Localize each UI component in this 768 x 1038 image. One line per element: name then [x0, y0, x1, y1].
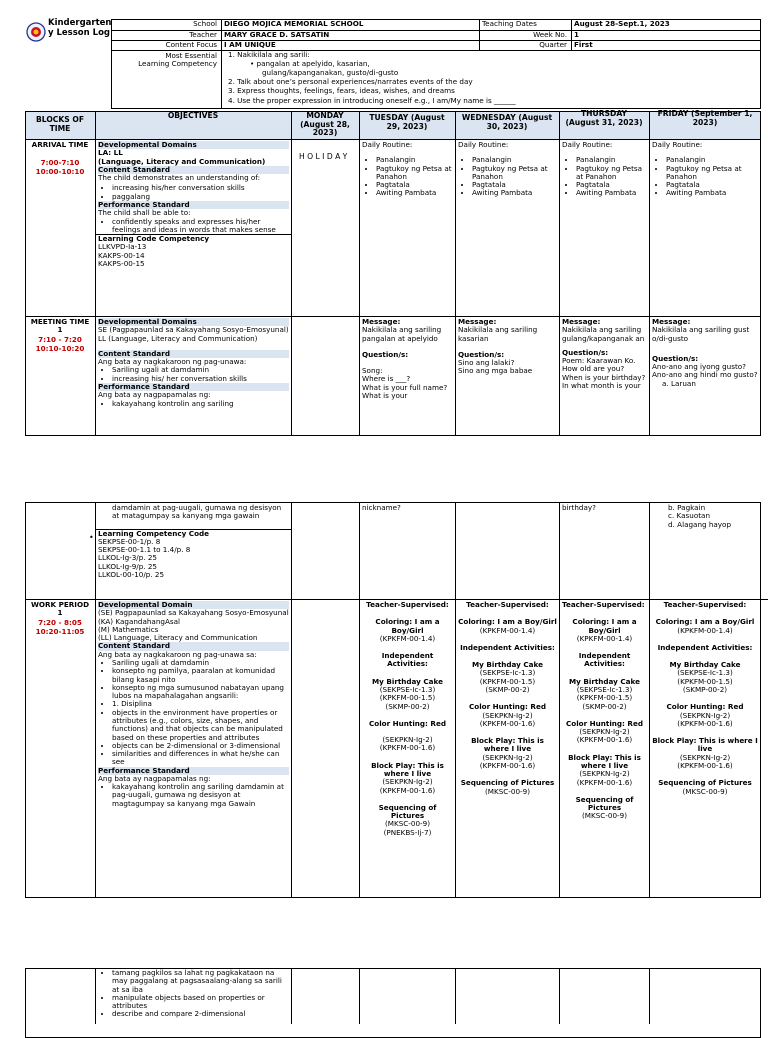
- work-block: WORK PERIOD 1: [30, 600, 90, 618]
- arrival-time-2: 10:00-10:10: [35, 167, 85, 176]
- wednesday-arrival: Daily Routine: • Panalangin • Pagtukoy ng Petsa at Panahon • Pagtatala • Awiting Pambata: [456, 140, 559, 199]
- tuesday-meeting: Message: Nakikilala ang sariling pangalan at apelyido Question/s: Song: Where is ___? What is your full name? What is your: [362, 317, 448, 400]
- deped-logo: [26, 22, 46, 42]
- col-friday: FRIDAY (September 1, 2023): [657, 109, 753, 127]
- melc-1: 1. Nakikilala ang sarili:: [228, 50, 310, 59]
- teacher-value: MARY GRACE D. SATSATIN: [224, 30, 330, 39]
- arrival-objectives: Developmental Domains LA: LL (Language, Literacy and Communication) Content Standard The child demonstrates an understanding of: • increasing his/her conversation skills • paggalang Performance Standard The child shall be able to: • confidently speaks and expresses his/her feelings and ideas in words that makes sense Learning Code Competency LLKVPD-Ia-13 KAKPS-00-14 KAKPS-00-15: [96, 140, 291, 269]
- friday-meeting-cont: b. Pagkain c. Kasuotan d. Alagang hayop: [668, 503, 732, 529]
- school-value: DIEGO MOJICA MEMORIAL SCHOOL: [224, 19, 364, 28]
- thursday-work: Teacher-Supervised: Coloring: I am a Boy/Girl (KPKFM-00-1.4) Independent Activities: My Birthday Cake (SEKPSE-Ic-1.3) (KPKFM-00-1.5) (SKMP-00-2) Color Hunting: Red (SEKPKN-Ig-2) (KPKFM-00-1.6) Block Play: This is where I live (SEKPKN-Ig-2) (KPKFM-00-1.6) Sequencing of Pictures (MKSC-00-9): [562, 600, 645, 821]
- meeting-time-1: 7:10 - 7:20: [38, 335, 82, 344]
- col-monday: MONDAY (August 28, 2023): [300, 111, 350, 138]
- melc-2: 2. Talk about one’s personal experiences/narrates events of the day: [228, 77, 473, 86]
- melc-1b: gulang/kapanganakan, gusto/di-gusto: [262, 68, 399, 77]
- friday-arrival: Daily Routine: • Panalangin • Pagtukoy ng Petsa at Panahon • Pagtatala • Awiting Pambata: [650, 140, 760, 199]
- col-objectives: OBJECTIVES: [167, 111, 219, 120]
- melc-4: 4. Use the proper expression in introducing oneself e.g., I am/My name is ______: [228, 96, 516, 105]
- week-label: Week No.: [533, 30, 567, 39]
- content-focus-value: I AM UNIQUE: [224, 40, 276, 49]
- tuesday-work: Teacher-Supervised: Coloring: I am a Boy/Girl (KPKFM-00-1.4) Independent Activities: My Birthday Cake (SEKPSE-Ic-1.3) (KPKFM-00-1.5) (SKMP-00-2) Color Hunting: Red (SEKPKN-Ig-2) (KPKFM-00-1.6) Block Play: This is where I live (SEKPKN-Ig-2) (KPKFM-00-1.6) Sequencing of Pictures (MKSC-00-9) (PNEKBS-Ij-7): [366, 600, 449, 837]
- melc-3: 3. Express thoughts, feelings, fears, ideas, wishes, and dreams: [228, 86, 455, 95]
- tuesday-arrival: Daily Routine: • Panalangin • Pagtukoy ng Petsa at Panahon • Pagtatala • Awiting Pambata: [360, 140, 455, 199]
- teaching-dates-value: August 28-Sept.1, 2023: [574, 19, 670, 28]
- quarter-label: Quarter: [539, 40, 567, 49]
- school-label: School: [193, 19, 217, 28]
- meeting-block: MEETING TIME 1: [30, 317, 90, 335]
- thursday-meeting-cont: birthday?: [562, 503, 596, 512]
- week-value: 1: [574, 30, 580, 39]
- col-wednesday: WEDNESDAY (August 30, 2023): [461, 113, 553, 131]
- work-time-1: 7:20 - 8:05: [38, 618, 82, 627]
- arrival-block: ARRIVAL TIME: [31, 140, 89, 149]
- doc-title-line-1: Kindergarten: [48, 18, 112, 28]
- section-learning-code: Learning Code Competency: [96, 234, 291, 243]
- monday-holiday: H O L I D A Y: [299, 152, 348, 161]
- melc-label-2: Learning Competency: [138, 59, 217, 68]
- teacher-label: Teacher: [189, 30, 217, 39]
- quarter-value: First: [574, 40, 593, 49]
- meeting-time-2: 10:10-10:20: [35, 344, 85, 353]
- col-thursday: THURSDAY (August 31, 2023): [565, 109, 643, 127]
- content-focus-label: Content Focus: [165, 40, 217, 49]
- col-tuesday: TUESDAY (August 29, 2023): [369, 113, 445, 131]
- doc-title-line-2: y Lesson Log: [48, 28, 110, 38]
- work-time-2: 10:20-11:05: [35, 627, 85, 636]
- melc-1a: • pangalan at apelyido, kasarian,: [250, 59, 370, 68]
- section-performance-standard: Performance Standard: [98, 201, 289, 209]
- wednesday-work: Teacher-Supervised: Coloring: I am a Boy/Girl (KPKFM-00-1.4) Independent Activities: My Birthday Cake (SEKPSE-Ic-1.3) (KPKFM-00-1.5) (SKMP-00-2) Color Hunting: Red (SEKPKN-Ig-2) (KPKFM-00-1.6) Block Play: This is where I live (SEKPKN-Ig-2) (KPKFM-00-1.6) Sequencing of Pictures (MKSC-00-9): [458, 600, 557, 796]
- work-objectives: Developmental Domain (SE) Pagpapaunlad sa Kakayahang Sosyo-Emosyunal (KA) KagandahangAsal (M) Mathematics (LL) Language, Literacy and Communication Content Standard Ang bata ay nagkakaroon ng pag-unawa sa: • Sariling ugali at damdamin • konsepto ng pamilya, paaralan at komunidad bilang kasapi nito • konsepto ng mga sumusunod nabatayan upang lubos na mapahalagahan angsarili: • 1. Disiplina • objects in the environment have properties or attributes (e.g., colors, size, shapes, and functions) and that objects can be manipulated based on these properties and attributes • objects can be 2-dimensional or 3-dimensional • similarities and differences in what he/she can see Performance Standard Ang bata ay nagpapamalas ng: • kakayahang kontrolin ang sariling damdamin at pag-uugali, gumawa ng desisyon at magtagumpay sa kanyang mga Gawain: [96, 600, 291, 898]
- wednesday-meeting: Message: Nakikilala ang sariling kasarian Question/s: Sino ang lalaki? Sino ang mga babae: [458, 317, 538, 376]
- thursday-arrival: Daily Routine: • Panalangin • Pagtukoy ng Petsa at Panahon • Pagtatala • Awiting Pambata: [560, 140, 649, 199]
- melc-label-1: Most Essential: [165, 51, 217, 60]
- tuesday-meeting-cont: nickname?: [362, 503, 401, 512]
- section-developmental-domains: Developmental Domains: [98, 141, 289, 149]
- stray-bullet: •: [89, 533, 94, 542]
- teaching-dates-label: Teaching Dates: [482, 19, 537, 28]
- friday-meeting: Message: Nakikilala ang sariling gust o/di-gusto Question/s: Ano-ano ang iyong gusto? Ano-ano ang hindi mo gusto? a. Laruan: [652, 317, 758, 388]
- friday-work: Teacher-Supervised: Coloring: I am a Boy/Girl (KPKFM-00-1.4) Independent Activities: My Birthday Cake (SEKPSE-Ic-1.3) (KPKFM-00-1.5) (SKMP-00-2) Color Hunting: Red (SEKPKN-Ig-2) (KPKFM-00-1.6) Block Play: This is where I live (SEKPKN-Ig-2) (KPKFM-00-1.6) Sequencing of Pictures (MKSC-00-9): [652, 600, 758, 796]
- arrival-time-1: 7:00-7:10: [40, 158, 80, 167]
- meeting-objectives: Developmental Domains SE (Pagpapaunlad sa Kakayahang Sosyo-Emosyunal) LL (Language, Literacy and Communication) Content Standard Ang bata ay nagkakaroon ng pag-unawa: • Sariling ugali at damdamin • increasing his/ her conversation skills Performance Standard Ang bata ay nagpapamalas ng: • kakayahang kontrolin ang sariling: [96, 317, 291, 436]
- col-blocks-of-time: BLOCKS OF TIME: [35, 115, 85, 133]
- meeting-objectives-cont: damdamin at pag-uugali, gumawa ng desisyon at matagumpay sa kanyang mga gawain Learning Competency Code SEKPSE-00-1/p. 8 SEKPSE-00-1.1 to 1.4/p. 8 LLKOL-Ig-3/p. 25 LLKOL-Ig-9/p. 25 LLKOL-00-10/p. 25: [96, 503, 291, 580]
- work-objectives-cont: • tamang pagkilos sa lahat ng pagkakataon na may paggalang at pagsasaalang-alang sa sarili at sa iba • manipulate objects based on properties or attributes • describe and compare 2-dimensional: [96, 968, 291, 1024]
- section-content-standard: Content Standard: [98, 166, 289, 174]
- thursday-meeting: Message: Nakikilala ang sariling gulang/kapanganak an Question/s: Poem: Kaarawan Ko. How old are you? When is your birthday? In what month is your: [562, 317, 646, 390]
